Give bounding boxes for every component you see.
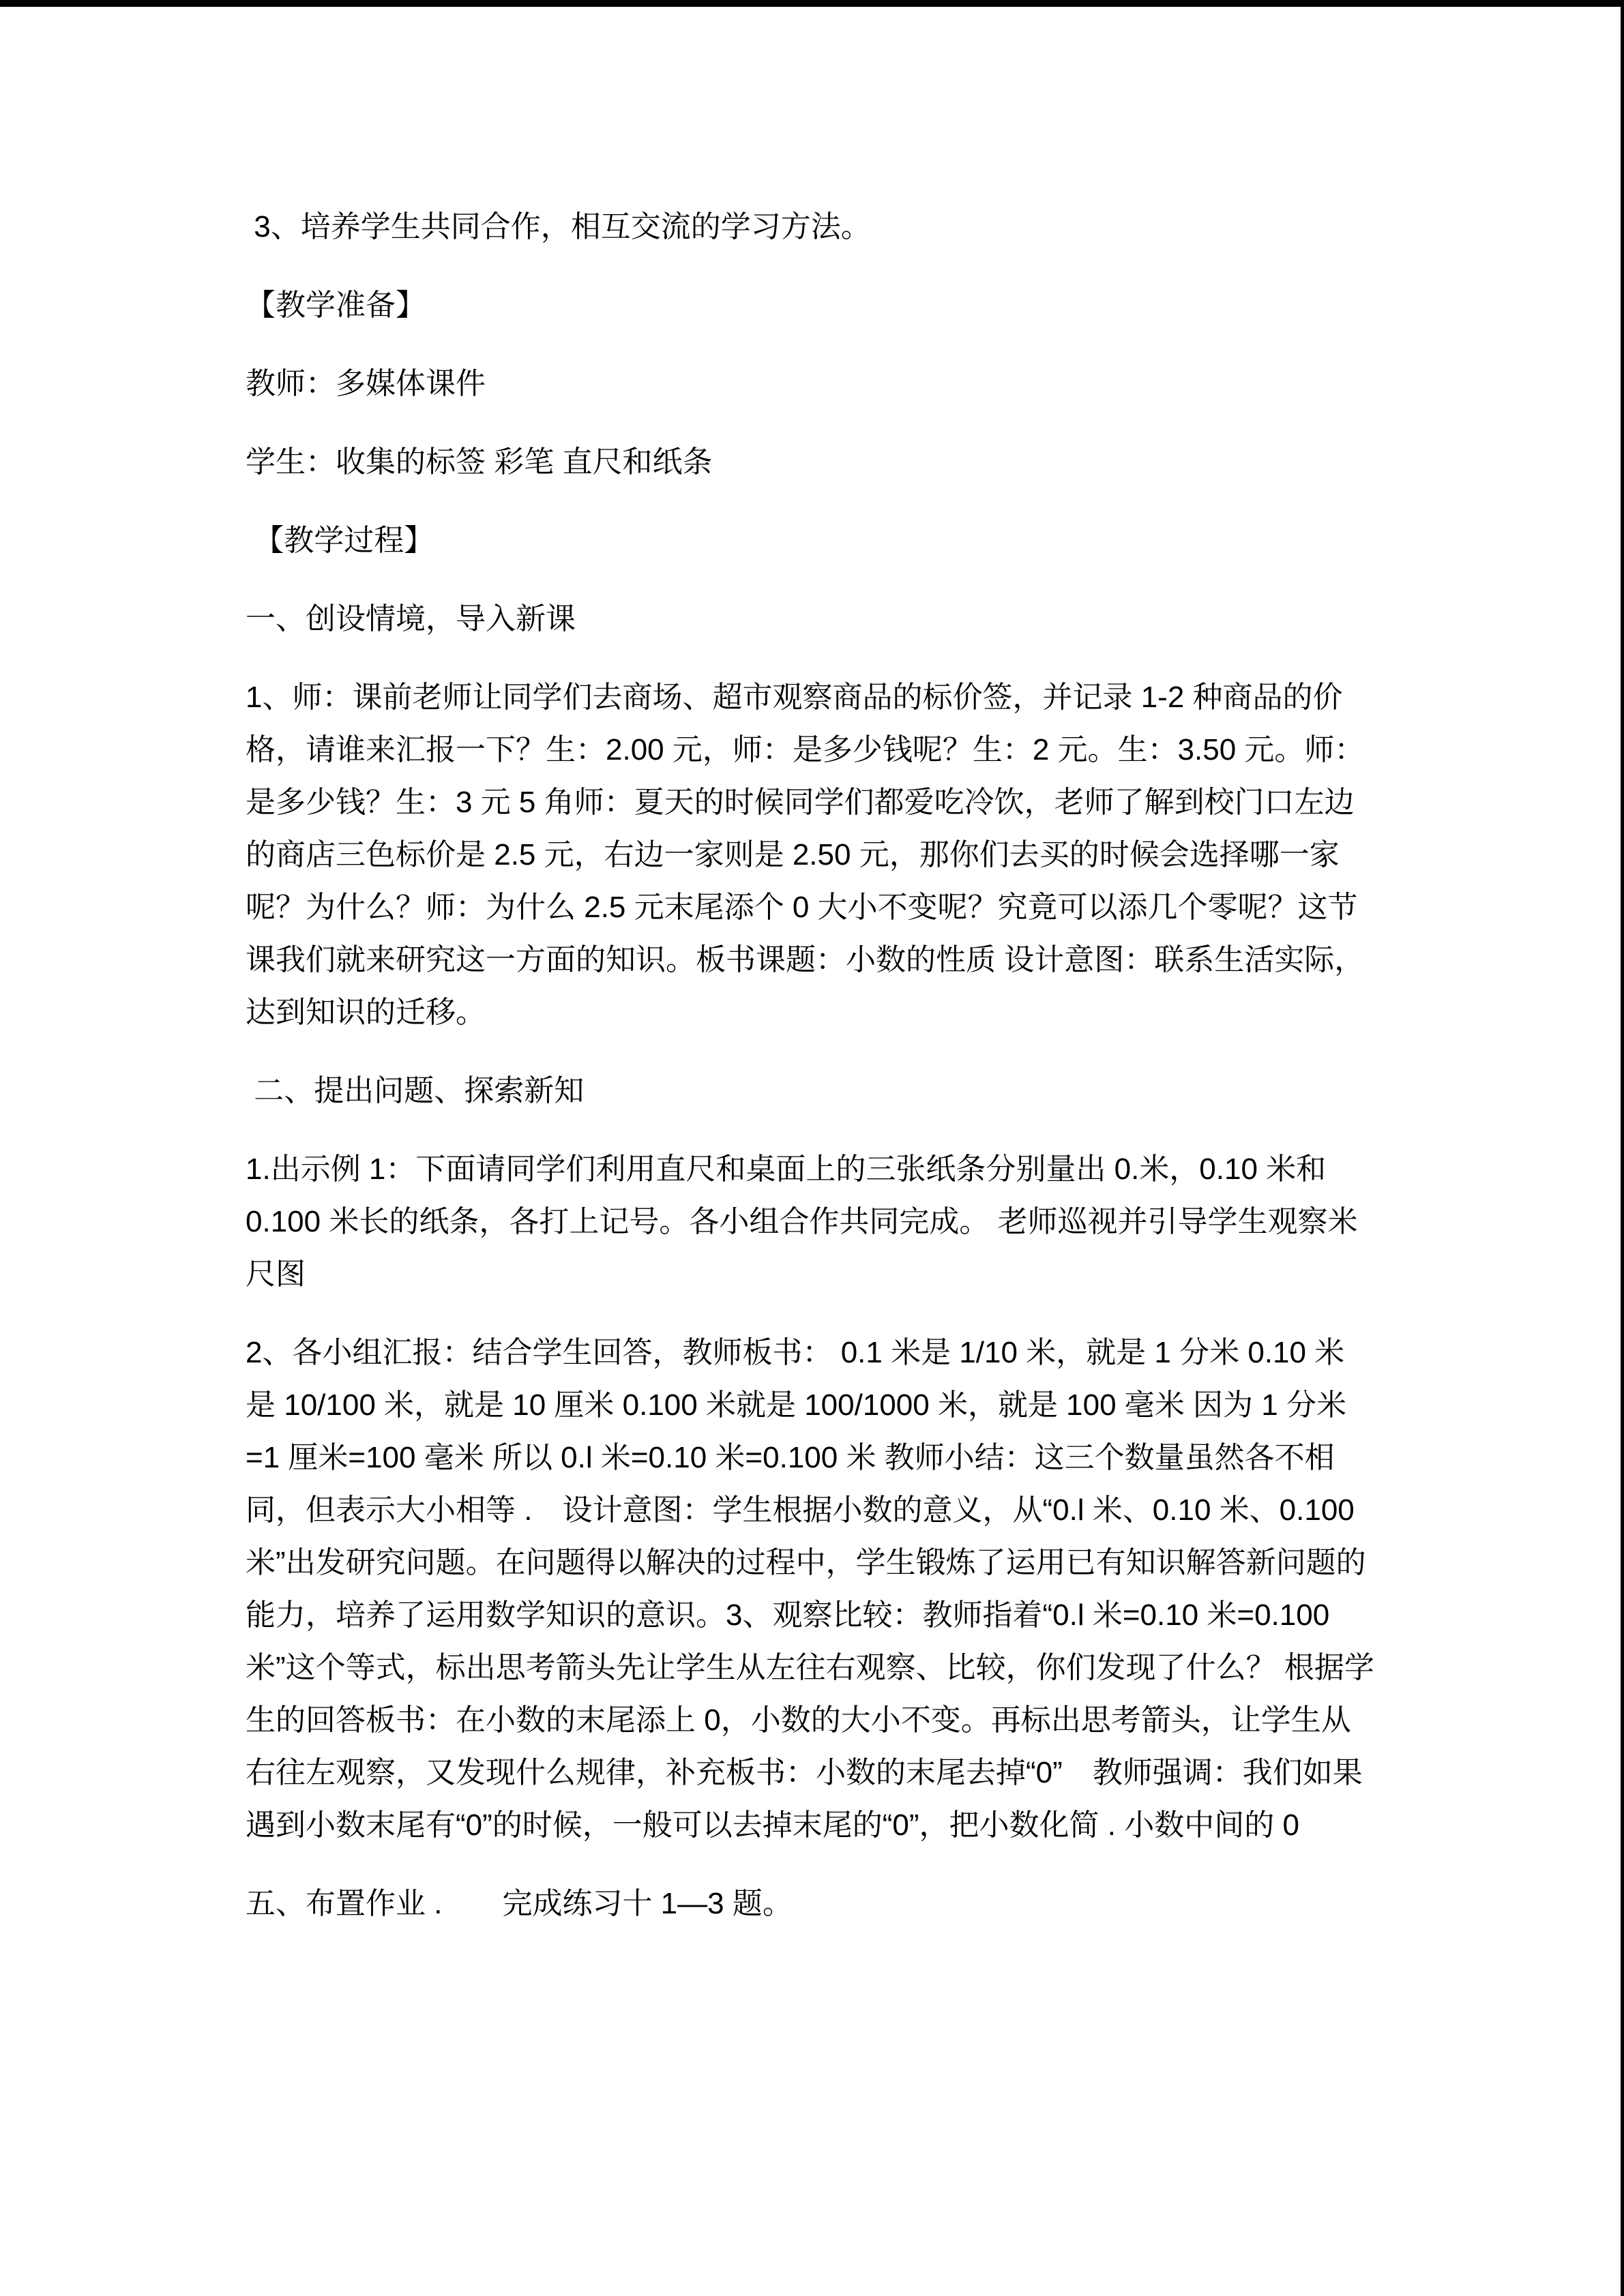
homework-assignment-line: 五、布置作业 . 完成练习十 1—3 题。 (246, 1887, 793, 1920)
document-body (246, 200, 1374, 1956)
section-1-content: 1、师：课前老师让同学们去商场、超市观察商品的标价签，并记录 1-2 种商品的价格，请谁来汇报一下？生：2.00 元，师：是多少钱呢？生：2 元。生：3.50 元。师：是多少钱？生：3 元 5 角师：夏天的时候同学们都爱吃冷饮，老师了解到校门口左边的商店三色标价是 2.5 元，右边一家则是 2.50 元，那你们去买的时候会选择哪一家呢？为什么？师：为什么 2.5 元末尾添个 0 大小不变呢？究竟可以添几个零呢？这节课我们就来研究这一方面的知识。板书课题：小数的性质 设计意图：联系生活实际，达到知识的迁移。 (246, 681, 1365, 1029)
heading-teaching-process: 【教学过程】 (246, 524, 434, 557)
teacher-materials-line: 教师：多媒体课件 (246, 367, 486, 400)
section-1-title: 一、创设情境，导入新课 (246, 602, 576, 636)
example-1-paragraph: 1.出示例 1：下面请同学们利用直尺和桌面上的三张纸条分别量出 0.米，0.10 米和 0.100 米长的纸条，各打上记号。各小组合作共同完成。 老师巡视并引导学生观察米尺图 (246, 1152, 1358, 1291)
student-materials-line: 学生：收集的标签 彩笔 直尺和纸条 (246, 445, 713, 479)
group-report-paragraph: 2、各小组汇报：结合学生回答，教师板书： 0.1 米是 1/10 米，就是 1 分米 0.10 米是 10/100 米，就是 10 厘米 0.100 米就是 100/1000 米，就是 100 毫米 因为 1 分米=1 厘米=100 毫米 所以 0.l 米=0.10 米=0.100 米 教师小结：这三个数量虽然各不相同，但表示大小相等 . 设计意图：学生根据小数的意义，从“0.l 米、0.10 米、0.100 米”出发研究问题。在问题得以解决的过程中，学生锻炼了运用已有知识解答新问题的能力，培养了运用数学知识的意识。3、观察比较：教师指着“0.l 米=0.10 米=0.100 米”这个等式，标出思考箭头先让学生从左往右观察、比较，你们发现了什么？ 根据学生的回答板书：在小数的末尾添上 0，小数的大小不变。再标出思考箭头，让学生从右往左观察，又发现什么规律，补充板书：小数的末尾去掉“0” 教师强调：我们如果遇到小数末尾有“0”的时候，一般可以去掉末尾的“0”，把小数化简 . 小数中间的 0 (246, 1336, 1374, 1842)
objective-item-3: 3、培养学生共同合作，相互交流的学习方法。 (246, 210, 871, 243)
page-right-border (1621, 0, 1624, 2296)
page-top-border (0, 0, 1624, 7)
heading-teaching-preparation: 【教学准备】 (246, 288, 426, 322)
section-2-title: 二、提出问题、探索新知 (246, 1074, 585, 1107)
